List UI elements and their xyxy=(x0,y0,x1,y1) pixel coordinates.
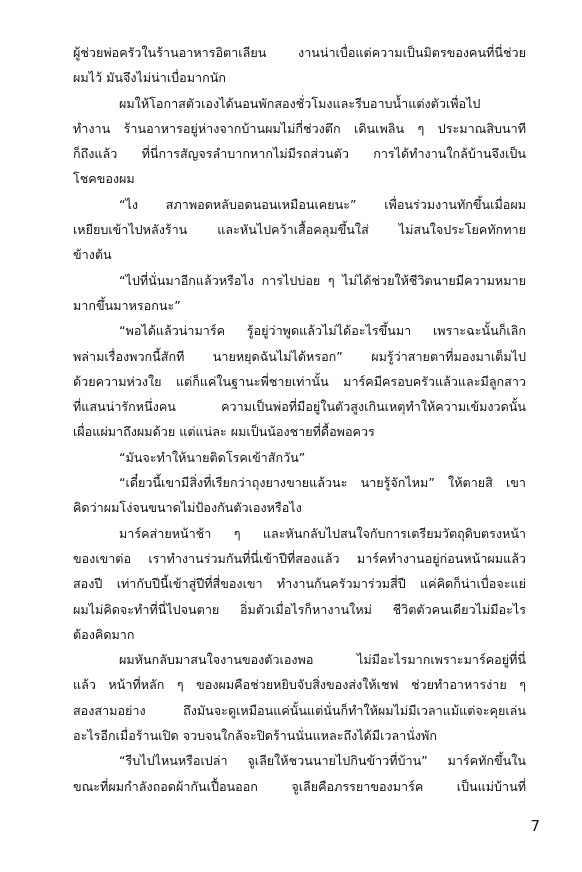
text-line: ที่แสนน่ารักหนึ่งคน ความเป็นพ่อที่มีอยู่ในตัวสูงเกินเหตุทำให้ความเข้มงวดนั้น xyxy=(73,399,526,415)
text-line: แล้ว หน้าที่หลัก ๆ ของผมคือช่วยหยิบจับสิ่งของส่งให้เชฟ ช่วยทำอาหารง่าย ๆ xyxy=(73,677,526,693)
text-line: ต้องคิดมาก xyxy=(73,626,135,642)
paragraph-first-line: “มันจะทำให้นายติดโรคเข้าสักวัน” xyxy=(119,449,306,465)
text-line: ทำงาน ร้านอาหารอยู่ห่างจากบ้านผมไม่กี่ช่วงตึก เดินเพลิน ๆ ประมาณสิบนาที xyxy=(73,120,526,136)
text-line: มากขึ้นมาหรอกนะ” xyxy=(73,297,181,313)
text-line: โชคของผม xyxy=(73,171,135,187)
text-line: สองสามอย่าง ถึงมันจะดูเหมือนแค่นั้นแต่นั่นก็ทำให้ผมไม่มีเวลาแม้แต่จะคุยเล่น xyxy=(73,702,526,718)
text-line: สองปี เท่ากับปีนี้เข้าสู่ปีที่สี่ของเขา ทำงานก้นครัวมาร่วมสี่ปี แค่คิดก็น่าเบื่อจะแย่ xyxy=(73,576,526,592)
paragraph-first-line: “ไปที่นั่นมาอีกแล้วหรือไง การไปบ่อย ๆ ไม่ได้ช่วยให้ชีวิตนายมีความหมาย xyxy=(119,272,526,288)
text-line: ของเขาต่อ เราทำงานร่วมกันที่นี่เข้าปีที่สองแล้ว มาร์คทำงานอยู่ก่อนหน้าผมแล้ว xyxy=(73,550,526,566)
text-line: ขณะที่ผมกำลังถอดผ้ากันเปื้อนออก จูเลียคือภรรยาของมาร์ค เป็นแม่บ้านที่ xyxy=(73,778,526,794)
paragraph-first-line: มาร์คส่ายหน้าช้า ๆ และหันกลับไปสนใจกับการเตรียมวัตถุดิบตรงหน้า xyxy=(119,525,526,541)
text-line: อะไรอีกเมื่อร้านเปิด จวบจนใกล้จะปิดร้านนั่นแหละถึงได้มีเวลานั่งพัก xyxy=(73,728,437,744)
text-line: ผมไม่คิดจะทำที่นี่ไปจนตาย อิ่มตัวเมื่อไรก็หางานใหม่ ชีวิตตัวคนเดียวไม่มีอะไร xyxy=(73,601,526,617)
text-line: เหยียบเข้าไปหลังร้าน และหันไปคว้าเสื้อคลุมขึ้นใส่ ไม่สนใจประโยคทักทาย xyxy=(73,222,526,238)
body-text xyxy=(73,40,526,799)
text-line: ก็ถึงแล้ว ที่นี่การสัญจรลำบากหากไม่มีรถส่วนตัว การได้ทำงานใกล้บ้านจึงเป็น xyxy=(73,146,526,162)
text-line: คิดว่าผมโง่จนขนาดไม่ป้องกันตัวเองหรือไง xyxy=(73,500,302,516)
page-number: 7 xyxy=(530,817,540,835)
text-line: ผู้ช่วยพ่อครัวในร้านอาหารอิตาเลียน งานน่าเบื่อแต่ความเป็นมิตรของคนที่นี่ช่วย xyxy=(73,45,526,60)
text-line: พล่ามเรื่องพวกนี้สักที นายหยุดฉันไม่ได้หรอก” ผมรู้ว่าสายตาที่มองมาเต็มไป xyxy=(73,348,526,364)
paragraph-first-line: ผมหันกลับมาสนใจงานของตัวเองพอ ไม่มีอะไรมากเพราะมาร์คอยู่ที่นี่ xyxy=(119,652,526,668)
text-line: ผมไว้ มันจึงไม่น่าเบื่อมากนัก xyxy=(73,70,226,86)
paragraph-first-line: “พอได้แล้วน่ามาร์ค รู้อยู่ว่าพูดแล้วไม่ได้อะไรขึ้นมา เพราะฉะนั้นก็เลิก xyxy=(119,323,526,339)
text-line: ด้วยความห่วงใย แต่ก็แค่ในฐานะพี่ชายเท่านั้น มาร์คมีครอบครัวแล้วและมีลูกสาว xyxy=(73,373,526,389)
paragraph-first-line: ผมให้โอกาสตัวเองได้นอนพักสองชั่วโมงและรีบอาบน้ำแต่งตัวเพื่อไป xyxy=(119,95,481,111)
paragraph-first-line: “รีบไปไหนหรือเปล่า จูเลียให้ชวนนายไปกินข้าวที่บ้าน” มาร์คทักขึ้นใน xyxy=(119,753,526,769)
text-line: เผื่อแผ่มาถึงผมด้วย แต่แน่ละ ผมเป็นน้องชายที่ดื้อพอควร xyxy=(73,424,375,440)
text-line: ข้างต้น xyxy=(73,247,112,263)
paragraph-first-line: “เดี๋ยวนี้เขามีสิ่งที่เรียกว่าถุงยางขายแล้วนะ นายรู้จักไหม” ให้ตายสิ เขา xyxy=(119,475,526,491)
paragraph-first-line: “ไง สภาพอดหลับอดนอนเหมือนเคยนะ” เพื่อนร่วมงานทักขึ้นเมื่อผม xyxy=(119,196,526,212)
